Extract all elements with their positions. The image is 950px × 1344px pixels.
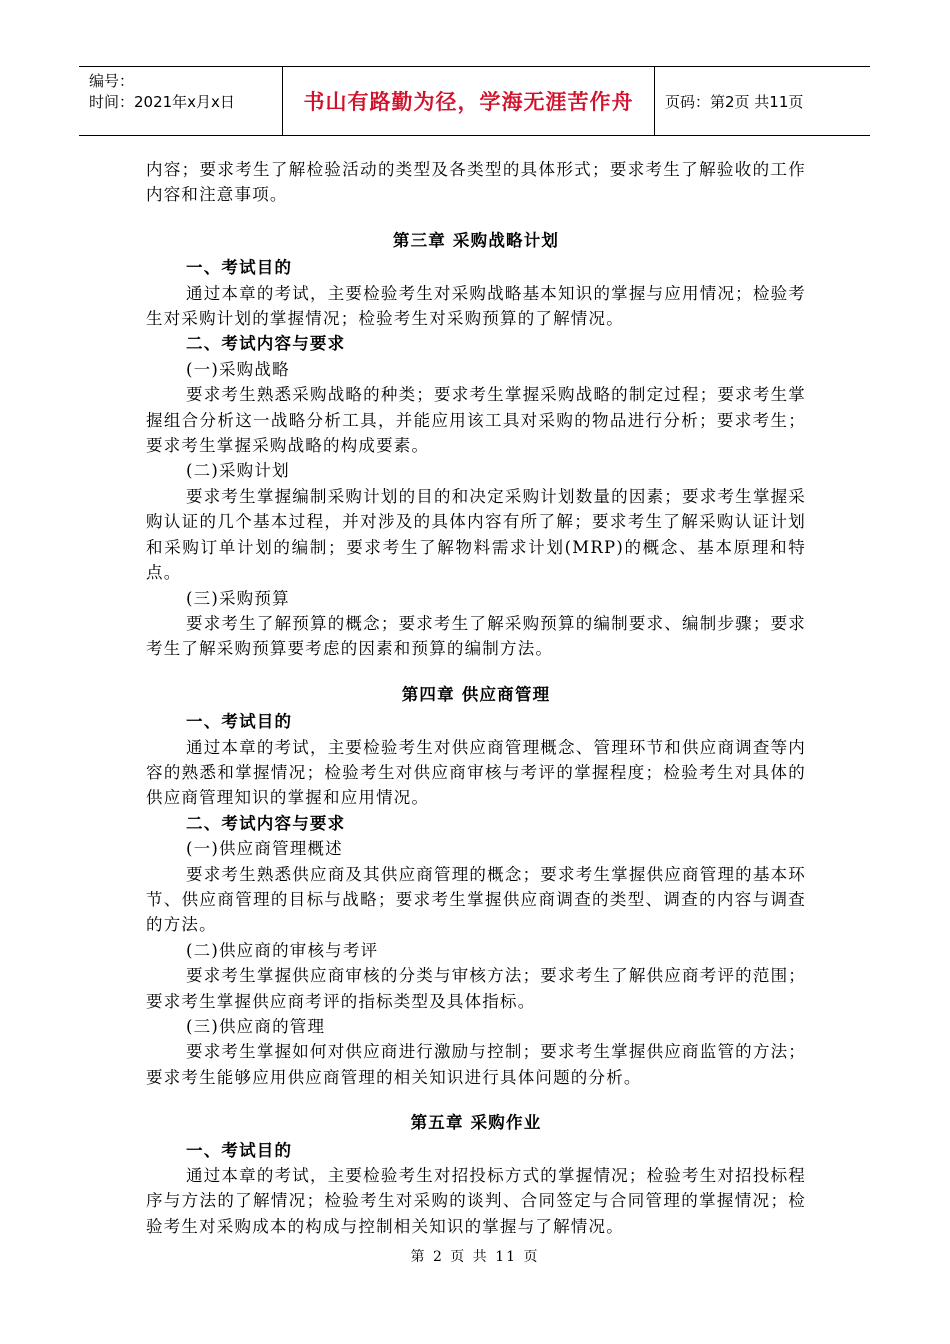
- page-footer: 第 2 页 共 11 页: [410, 1249, 540, 1265]
- subsection-heading: (二)采购计划: [186, 461, 290, 481]
- paragraph: 要求考生熟悉采购战略的种类；要求考生掌握采购战略的制定过程；要求考生掌握组合分析这一战略分析工具，并能应用该工具对采购的物品进行分析；要求考生；要求考生掌握采购战略的构成要素。: [146, 385, 806, 456]
- section-heading: 二、考试内容与要求: [186, 334, 346, 354]
- page-header: [79, 66, 870, 136]
- chapter-title: 第四章 供应商管理: [401, 684, 551, 704]
- section-heading: 一、考试目的: [186, 712, 293, 732]
- chapter-title: 第三章 采购战略计划: [392, 230, 560, 250]
- document-body: [146, 157, 806, 1239]
- header-page-info: 页码：第2页 共11页: [665, 92, 804, 111]
- subsection-heading: (一)供应商管理概述: [186, 839, 343, 859]
- paragraph: 要求考生掌握供应商审核的分类与审核方法；要求考生了解供应商考评的范围；要求考生掌握供应商考评的指标类型及具体指标。: [146, 966, 806, 1011]
- document-date: 时间：2021年x月x日: [89, 93, 235, 111]
- paragraph: 要求考生掌握编制采购计划的目的和决定采购计划数量的因素；要求考生掌握采购认证的几个基本过程，并对涉及的具体内容有所了解；要求考生了解采购认证计划和采购订单计划的编制；要求考生了解物料需求计划(MRP)的概念、基本原理和特点。: [146, 486, 806, 583]
- subsection-heading: (三)供应商的管理: [186, 1017, 326, 1036]
- paragraph: 通过本章的考试，主要检验考生对供应商管理概念、管理环节和供应商调查等内容的熟悉和掌握情况；检验考生对供应商审核与考评的掌握程度；检验考生对具体的供应商管理知识的掌握和应用情况。: [146, 737, 806, 808]
- header-motto: 书山有路勤为径，学海无涯苦作舟: [283, 67, 655, 135]
- paragraph: 要求考生了解预算的概念；要求考生了解采购预算的编制要求、编制步骤；要求考生了解采购预算要考虑的因素和预算的编制方法。: [146, 613, 806, 659]
- header-meta: [79, 67, 283, 135]
- paragraph: 要求考生熟悉供应商及其供应商管理的概念；要求考生掌握供应商管理的基本环节、供应商管理的目标与战略；要求考生掌握供应商调查的类型、调查的内容与调查的方法。: [146, 864, 806, 935]
- section-heading: 一、考试目的: [186, 1140, 293, 1160]
- chapter-title: 第五章 采购作业: [410, 1113, 542, 1133]
- section-heading: 一、考试目的: [186, 258, 293, 278]
- paragraph: 内容；要求考生了解检验活动的类型及各类型的具体形式；要求考生了解验收的工作内容和注意事项。: [146, 160, 806, 205]
- section-heading: 二、考试内容与要求: [186, 813, 346, 833]
- document-number-label: 编号：: [89, 72, 135, 90]
- paragraph: 要求考生掌握如何对供应商进行激励与控制；要求考生掌握供应商监管的方法；要求考生能够应用供应商管理的相关知识进行具体问题的分析。: [146, 1042, 806, 1087]
- subsection-heading: (三)采购预算: [186, 588, 290, 608]
- subsection-heading: (一)采购战略: [186, 359, 290, 379]
- paragraph: 通过本章的考试，主要检验考生对招投标方式的掌握情况；检验考生对招投标程序与方法的了解情况；检验考生对采购的谈判、合同签定与合同管理的掌握情况；检验考生对采购成本的构成与控制相关知识的掌握与了解情况。: [146, 1166, 806, 1236]
- paragraph: 通过本章的考试，主要检验考生对采购战略基本知识的掌握与应用情况；检验考生对采购计划的掌握情况；检验考生对采购预算的了解情况。: [146, 283, 806, 329]
- subsection-heading: (二)供应商的审核与考评: [186, 940, 379, 960]
